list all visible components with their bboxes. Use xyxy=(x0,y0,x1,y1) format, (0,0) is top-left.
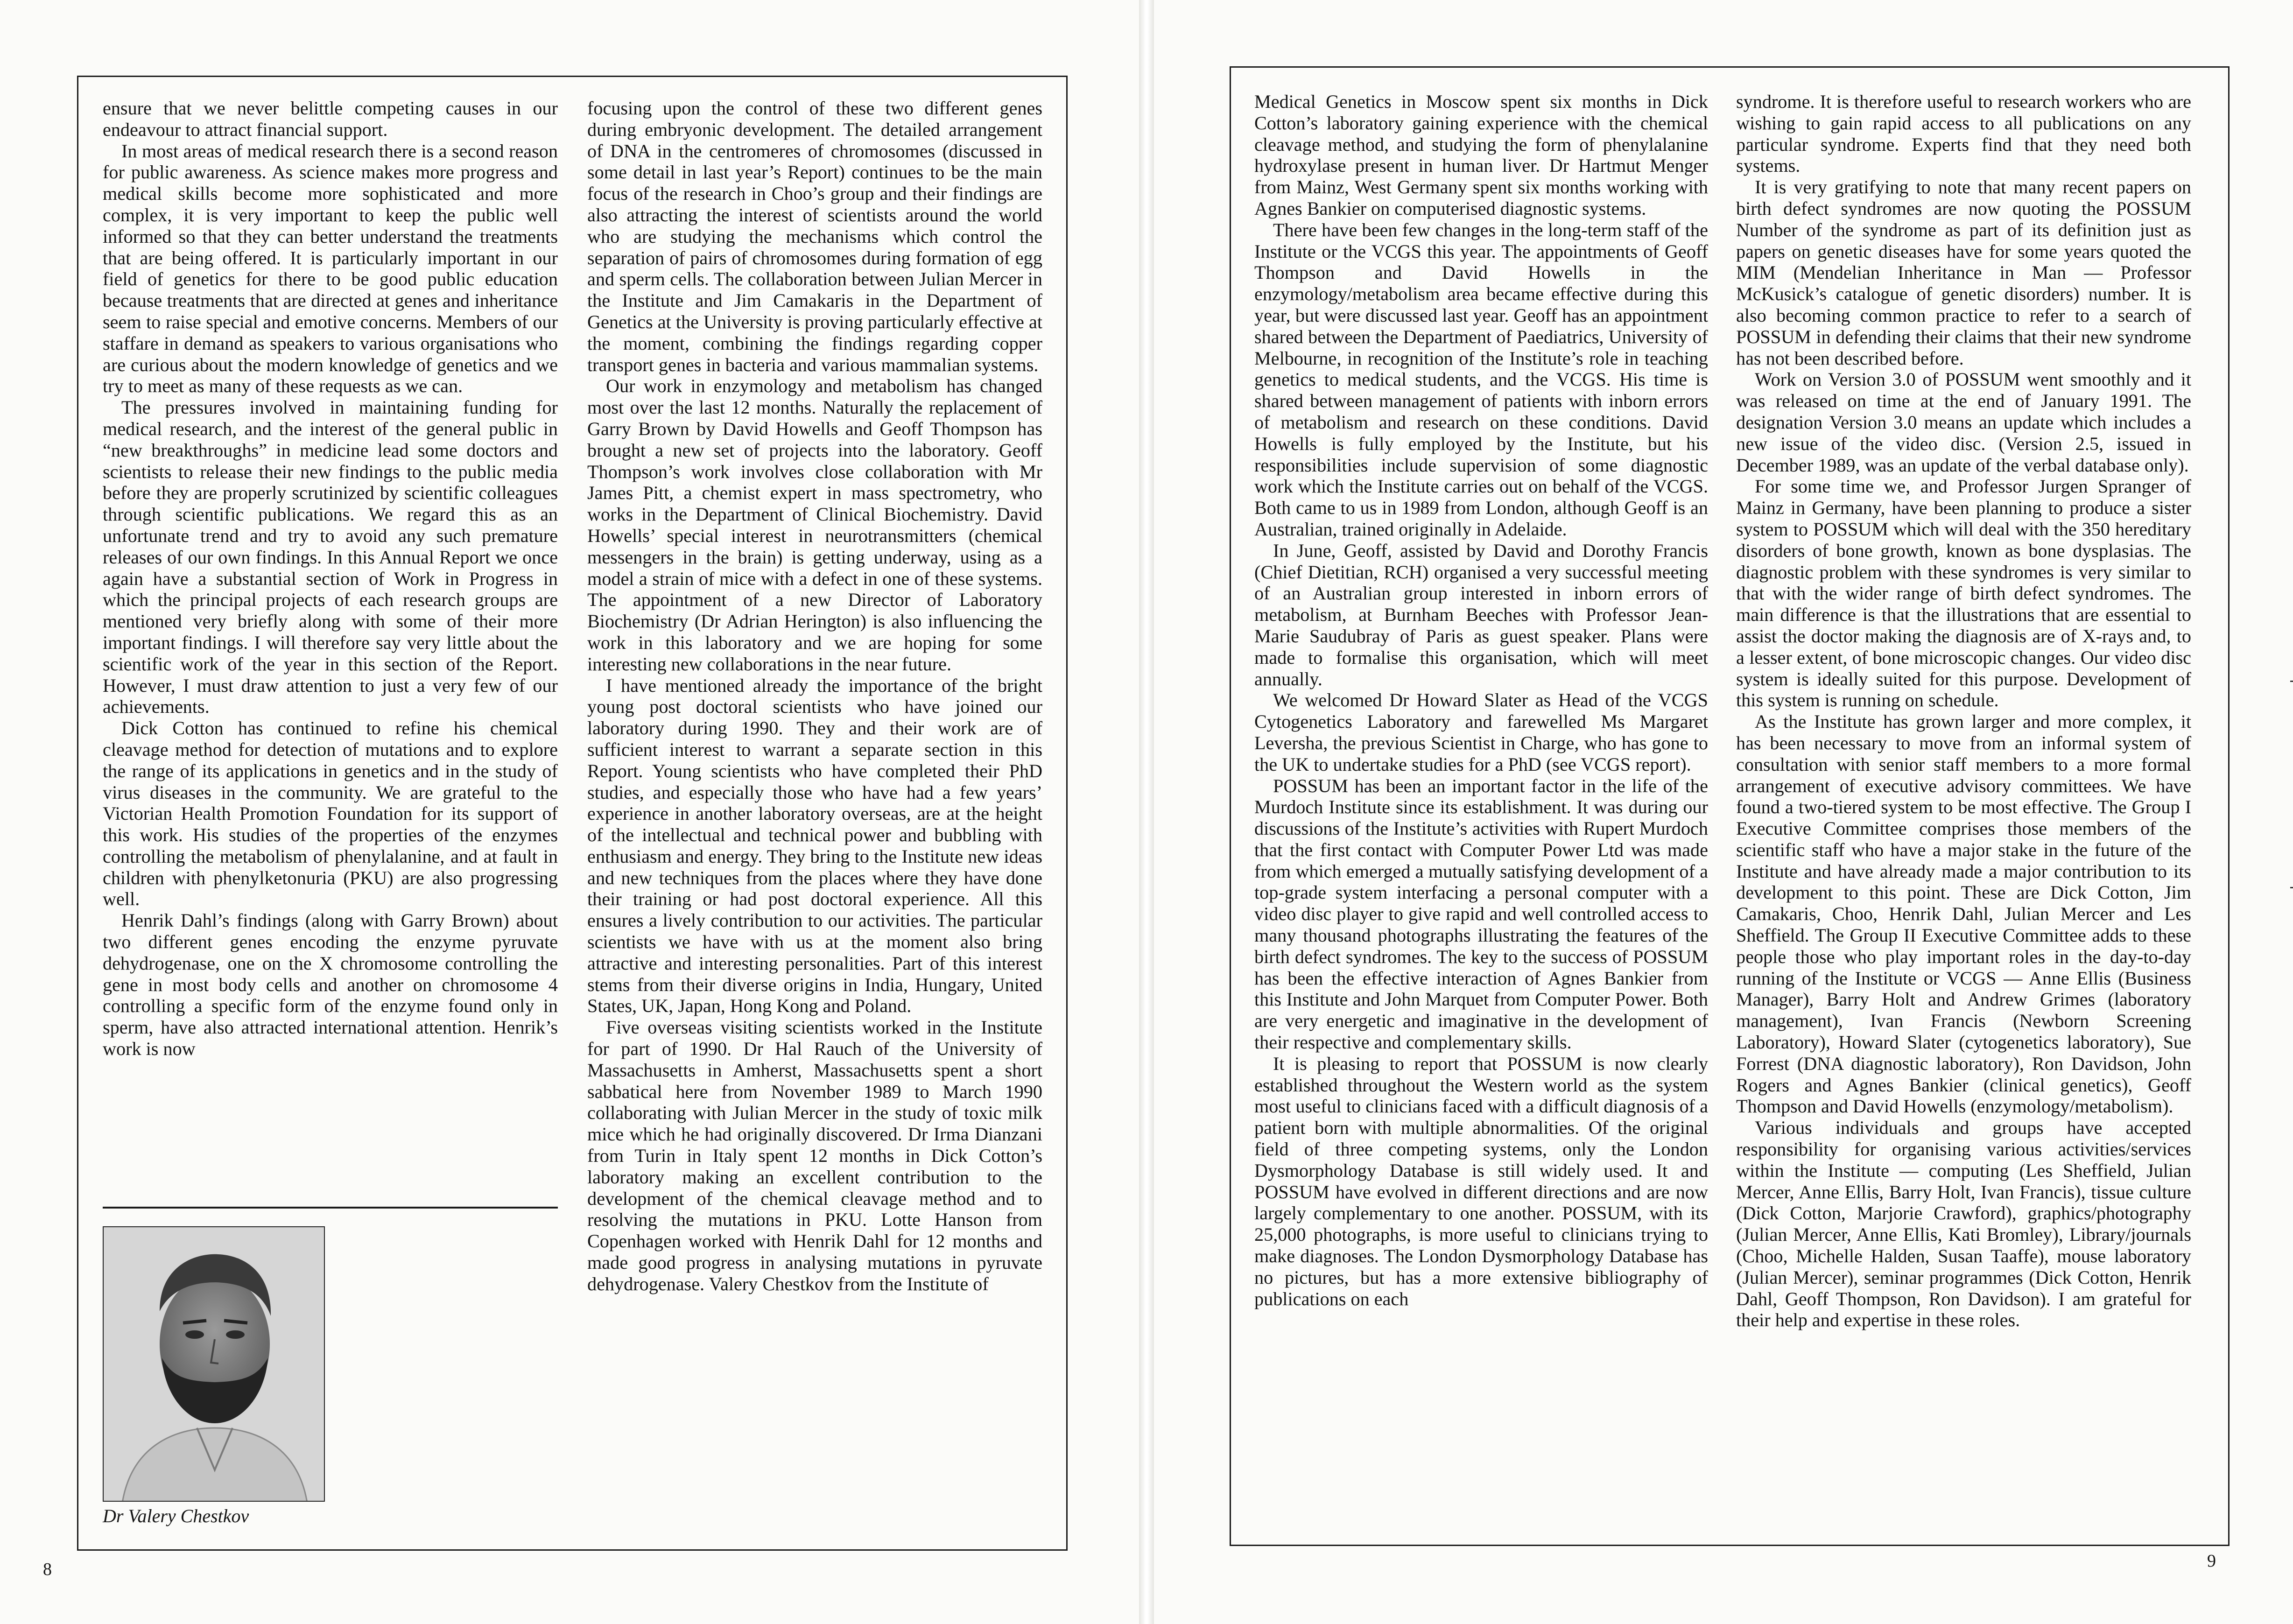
paragraph: Work on Version 3.0 of POSSUM went smoothly and it was released on time at the end of January 1991. The designation Version 3.0 means an update which includes a new issue of the video disc. (Version 2.5, issued in December 1989, was an update of the verbal database only). xyxy=(1736,369,2191,476)
left-page-frame xyxy=(77,76,1068,1551)
paragraph: It is very gratifying to note that many recent papers on birth defect syndromes are now quoting the POSSUM Number of the syndrome as part of its definition just as papers on genetic diseases have for some years quoted the MIM (Mendelian Inheritance in Man — Professor McKusick’s catalogue of genetic disorders) number. It is also becoming common practice to refer to a search of POSSUM in defending their claims that their new syndrome has not been described before. xyxy=(1736,176,2191,369)
paragraph: For some time we, and Professor Jurgen Spranger of Mainz in Germany, have been planning to produce a sister system to POSSUM which will deal with the 350 hereditary disorders of bone growth, known as bone dysplasias. The diagnostic problem with these syndromes is very similar to that with the wider range of birth defect syndromes. The main difference is that the illustrations that are essential to assist the doctor making the diagnosis are of X-rays and, to a lesser extent, of bone microscopic changes. Our video disc system is ideally suited for this purpose. Development of this system is running on schedule. xyxy=(1736,476,2191,711)
right-column-2 xyxy=(1736,91,2191,1538)
right-page xyxy=(1154,0,2293,1624)
paragraph: Our work in enzymology and metabolism has changed most over the last 12 months. Naturally the replacement of Garry Brown by David Howells and Geoff Thompson has brought a new set of projects into the laboratory. Geoff Thompson’s work involves close collaboration with Mr James Pitt, a chemist expert in mass spectrometry, who works in the Department of Clinical Biochemistry. David Howells’ special interest in neurotransmitters (chemical messengers in the brain) is getting underway, using as a model a strain of mice with a defect in one of these systems. The appointment of a new Director of Laboratory Biochemistry (Dr Adrian Herington) is also influencing the work in this laboratory and we are hoping for some interesting new collaborations in the near future. xyxy=(587,375,1042,675)
book-gutter xyxy=(1139,0,1154,1624)
page-number-left: 8 xyxy=(43,1560,52,1579)
paragraph: Various individuals and groups have accepted responsibility for organising various activities/services within the Institute — computing (Les Sheffield, Julian Mercer, Anne Ellis, Barry Holt, Ivan Francis), tissue culture (Dick Cotton, Marjorie Crawford), graphics/photography (Julian Mercer, Anne Ellis, Kati Bromley), Library/journals (Choo, Michelle Halden, Susan Taaffe), mouse laboratory (Julian Mercer), seminar programmes (Dick Cotton, Henrik Dahl, Geoff Thompson, Ron Davidson). I am grateful for their help and expertise in these roles. xyxy=(1736,1117,2191,1331)
right-page-frame xyxy=(1230,66,2230,1546)
left-column-1 xyxy=(103,98,558,1293)
paragraph: In June, Geoff, assisted by David and Dorothy Francis (Chief Dietitian, RCH) organised a very successful meeting of an Australian group interested in inborn errors of metabolism, at Burnham Beeches with Professor Jean-Marie Saudubray of Paris as guest speaker. Plans were made to formalise this organisation, which will meet annually. xyxy=(1254,540,1708,689)
left-column-2 xyxy=(587,98,1042,1545)
paragraph: focusing upon the control of these two different genes during embryonic development. The detailed arrangement of DNA in the centromeres of chromosomes (discussed in some detail in last year’s Report) continues to be the main focus of the research in Choo’s group and their findings are also attracting the interest of scientists around the world who are studying the mechanisms which control the separation of pairs of chromosomes during formation of egg and sperm cells. The collaboration between Julian Mercer in the Institute and Jim Camakaris in the Department of Genetics at the University is proving particularly effective at the moment, combining the findings regarding copper transport genes in bacteria and various mammalian systems. xyxy=(587,98,1042,375)
paragraph: In most areas of medical research there is a second reason for public awareness. As science makes more progress and medical skills become more sophisticated and more complex, it is very important to keep the public well informed so that they can better understand the treatments that are being offered. It is particularly important in our field of genetics for there to be good public education because treatments that are directed at genes and inheritance seem to raise special and emotive concerns. Members of our staffare in demand as speakers to various organisations who are curious about the modern knowledge of genetics and we try to meet as many of these requests as we can. xyxy=(103,140,558,397)
paragraph: We welcomed Dr Howard Slater as Head of the VCGS Cytogenetics Laboratory and farewelled Ms Margaret Leversha, the previous Scientist in Charge, who has gone to the UK to undertake studies for a PhD (see VCGS report). xyxy=(1254,689,1708,775)
paragraph: Henrik Dahl’s findings (along with Garry Brown) about two different genes encoding the enzyme pyruvate dehydrogenase, one on the X chromosome controlling the gene in most body cells and another on chromosome 4 controlling a specific form of the enzyme found only in sperm, have also attracted international attention. Henrik’s work is now xyxy=(103,910,558,1060)
paragraph: There have been few changes in the long-term staff of the Institute or the VCGS this year. The appointments of Geoff Thompson and David Howells in the enzymology/metabolism area became effective during this year, but were discussed last year. Geoff has an appointment shared between the Department of Paediatrics, University of Melbourne, in recognition of the Institute’s role in teaching genetics to medical students, and the VCGS. His time is shared between management of patients with inborn errors of metabolism and research on these conditions. David Howells is fully employed by the Institute, but his responsibilities include supervision of some diagnostic work which the Institute carries out on behalf of the VCGS. Both came to us in 1989 from London, although Geoff is an Australian, trained originally in Adelaide. xyxy=(1254,219,1708,540)
paragraph: As the Institute has grown larger and more complex, it has been necessary to move from an informal system of consultation with senior staff members to a more formal arrangement of executive advisory committees. We have found a two-tiered system to be most effective. The Group I Executive Committee comprises those members of the scientific staff who have a major stake in the future of the Institute and have already made a major contribution to its development to this point. These are Dick Cotton, Jim Camakaris, Choo, Henrik Dahl, Julian Mercer and Les Sheffield. The Group II Executive Committee adds to these people those who play important roles in the day-to-day running of the Institute or VCGS — Anne Ellis (Business Manager), Barry Holt and Andrew Grimes (laboratory management), Ivan Francis (Newborn Screening Laboratory), Howard Slater (cytogenetics laboratory), Sue Forrest (DNA diagnostic laboratory), Ron Davidson, John Rogers and Agnes Bankier (clinical genetics), Geoff Thompson and David Howells (enzymology/metabolism). xyxy=(1736,711,2191,1117)
paragraph: It is pleasing to report that POSSUM is now clearly established throughout the Western world as the system most useful to clinicians faced with a difficult diagnosis of a patient born with multiple abnormalities. Of the original field of three competing systems, only the London Dysmorphology Database is still widely used. It and POSSUM have evolved in different directions and are now largely complementary to one another. POSSUM, with its 25,000 photographs, is more useful to clinicians trying to make diagnoses. The London Dysmorphology Database has no pictures, but has a more extensive bibliography of publications on each xyxy=(1254,1053,1708,1309)
portrait-image xyxy=(104,1227,325,1502)
page-number-right: 9 xyxy=(2207,1551,2216,1571)
edge-mark xyxy=(2290,887,2293,888)
paragraph: syndrome. It is therefore useful to research workers who are wishing to gain rapid access to all publications on any particular syndrome. Experts find that they need both systems. xyxy=(1736,91,2191,176)
left-page xyxy=(0,0,1139,1624)
paragraph: ensure that we never belittle competing causes in our endeavour to attract financial support. xyxy=(103,98,558,140)
paragraph: POSSUM has been an important factor in the life of the Murdoch Institute since its establishment. It was during our discussions of the Institute’s activities with Rupert Murdoch that the first contact with Computer Power Ltd was made from which emerged a mutually satisfying development of a top-grade system interfacing a personal computer with a video disc player to give rapid and well controlled access to many thousand photographs illustrating the features of the birth defect syndromes. The key to the success of POSSUM has been the effective interaction of Agnes Bankier from this Institute and John Marquet from Computer Power. Both are very energetic and imaginative in the development of their respective and complementary skills. xyxy=(1254,775,1708,1053)
divider-rule xyxy=(103,1207,558,1209)
paragraph: Medical Genetics in Moscow spent six months in Dick Cotton’s laboratory gaining experience with the chemical cleavage method, and studying the form of phenylalanine hydroxylase present in human liver. Dr Hartmut Menger from Mainz, West Germany spent six months working with Agnes Bankier on computerised diagnostic systems. xyxy=(1254,91,1708,219)
paragraph: The pressures involved in maintaining funding for medical research, and the interest of the general public in “new breakthroughs” in medicine lead some doctors and scientists to release their new findings to the public media before they are properly scrutinized by scientific colleagues through scientific publications. We regard this as an unfortunate trend and try to avoid any such premature releases of our own findings. In this Annual Report we once again have a substantial section of Work in Progress in which the principal projects of each research groups are mentioned very briefly along with some of their more important findings. I will therefore say very little about the scientific work of the year in this section of the Report. However, I must draw attention to just a very few of our achievements. xyxy=(103,397,558,717)
right-column-1 xyxy=(1254,91,1708,1538)
paragraph: Dick Cotton has continued to refine his chemical cleavage method for detection of mutations and to explore the range of its applications in genetics and in the study of virus diseases in the community. We are grateful to the Victorian Health Promotion Foundation for its support of this work. His studies of the properties of the enzymes controlling the metabolism of phenylalanine, and at fault in children with phenylketonuria (PKU) are also progressing well. xyxy=(103,717,558,910)
portrait-photo xyxy=(103,1226,325,1502)
paragraph: I have mentioned already the importance of the bright young post doctoral scientists who have joined our laboratory during 1990. They and their work are of sufficient interest to warrant a separate section in this Report. Young scientists who have completed their PhD studies, and especially those who have had a few years’ experience in another laboratory overseas, are at the height of the intellectual and technical power and bubbling with enthusiasm and energy. They bring to the Institute new ideas and new techniques from the places where they have done their training or had post doctoral experience. All this ensures a lively contribution to our activities. The particular scientists we have with us at the moment also bring attractive and interesting personalities. Part of this interest stems from their diverse origins in India, Hungary, United States, UK, Japan, Hong Kong and Poland. xyxy=(587,675,1042,1017)
edge-mark xyxy=(2290,681,2293,682)
photo-caption: Dr Valery Chestkov xyxy=(103,1505,249,1526)
paragraph: Five overseas visiting scientists worked in the Institute for part of 1990. Dr Hal Rauch of the University of Massachusetts in Amherst, Massachusetts spent a short sabbatical here from November 1989 to March 1990 collaborating with Julian Mercer in the study of toxic milk mice which he had originally discovered. Dr Irma Dianzani from Turin in Italy spent 12 months in Dick Cotton’s laboratory making an excellent contribution to the development of the chemical cleavage method and to resolving the mutations in PKU. Lotte Hanson from Copenhagen worked with Henrik Dahl for 12 months and made good progress in analysing mutations in pyruvate dehydrogenase. Valery Chestkov from the Institute of xyxy=(587,1017,1042,1294)
